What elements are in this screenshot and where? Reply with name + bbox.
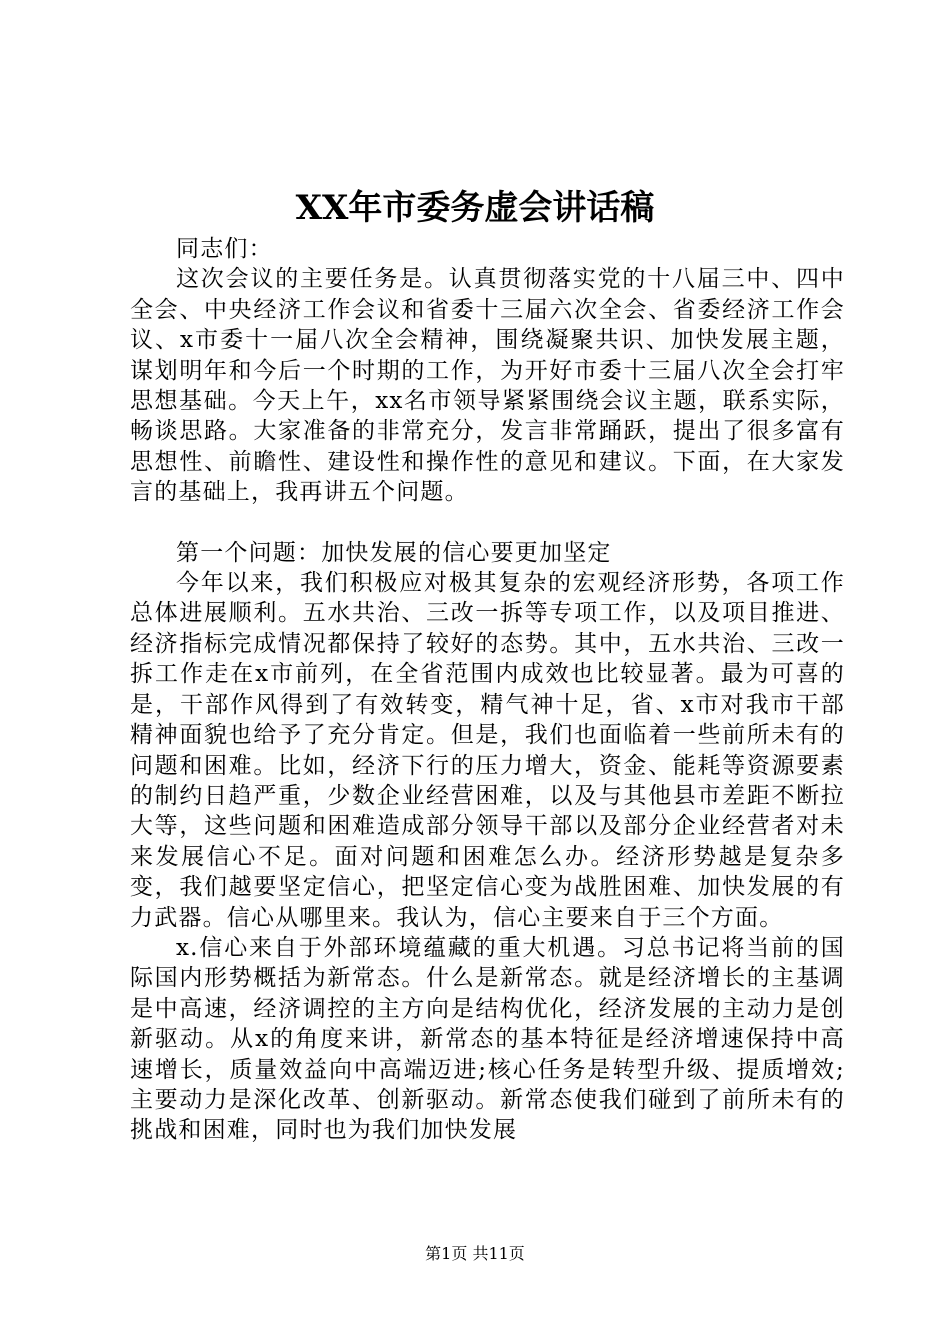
- document-title: XX年市委务虚会讲话稿: [295, 188, 655, 228]
- paragraph-point-one: x.信心来自于外部环境蕴藏的重大机遇。习总书记将当前的国际国内形势概括为新常态。什么是新常态。就是经济增长的主基调是中高速，经济调控的主方向是结构优化，经济发展的主动力是创新驱动。从x的角度来讲，新常态的基本特征是经济增速保持中高速增长，质量效益向中高端迈进;核心任务是转型升级、提质增效;主要动力是深化改革、创新驱动。新常态使我们碰到了前所未有的挑战和困难，同时也为我们加快发展: [130, 934, 845, 1144]
- paragraph-intro: 这次会议的主要任务是。认真贯彻落实党的十八届三中、四中全会、中央经济工作会议和省委十三届六次全会、省委经济工作会议、x市委十一届八次全会精神，围绕凝聚共识、加快发展主题，谋划明年和今后一个时期的工作，为开好市委十三届八次全会打牢思想基础。今天上午，xx名市领导紧紧围绕会议主题，联系实际，畅谈思路。大家准备的非常充分，发言非常踊跃，提出了很多富有思想性、前瞻性、建设性和操作性的意见和建议。下面，在大家发言的基础上，我再讲五个问题。: [130, 266, 845, 506]
- page-footer: 第1页 共11页: [425, 1244, 525, 1263]
- document-body: [130, 234, 845, 1146]
- section-heading: 第一个问题：加快发展的信心要更加坚定: [176, 539, 612, 566]
- salutation: 同志们：: [176, 236, 273, 262]
- paragraph-section-one: 今年以来，我们积极应对极其复杂的宏观经济形势，各项工作总体进展顺利。五水共治、三改一拆等专项工作，以及项目推进、经济指标完成情况都保持了较好的态势。其中，五水共治、三改一拆工作走在x市前列，在全省范围内成效也比较显著。最为可喜的是，干部作风得到了有效转变，精气神十足，省、x市对我市干部精神面貌也给予了充分肯定。但是，我们也面临着一些前所未有的问题和困难。比如，经济下行的压力增大，资金、能耗等资源要素的制约日趋严重，少数企业经营困难，以及与其他县市差距不断拉大等，这些问题和困难造成部分领导干部以及部分企业经营者对未来发展信心不足。面对问题和困难怎么办。经济形势越是复杂多变，我们越要坚定信心，把坚定信心变为战胜困难、加快发展的有力武器。信心从哪里来。我认为，信心主要来自于三个方面。: [130, 570, 845, 931]
